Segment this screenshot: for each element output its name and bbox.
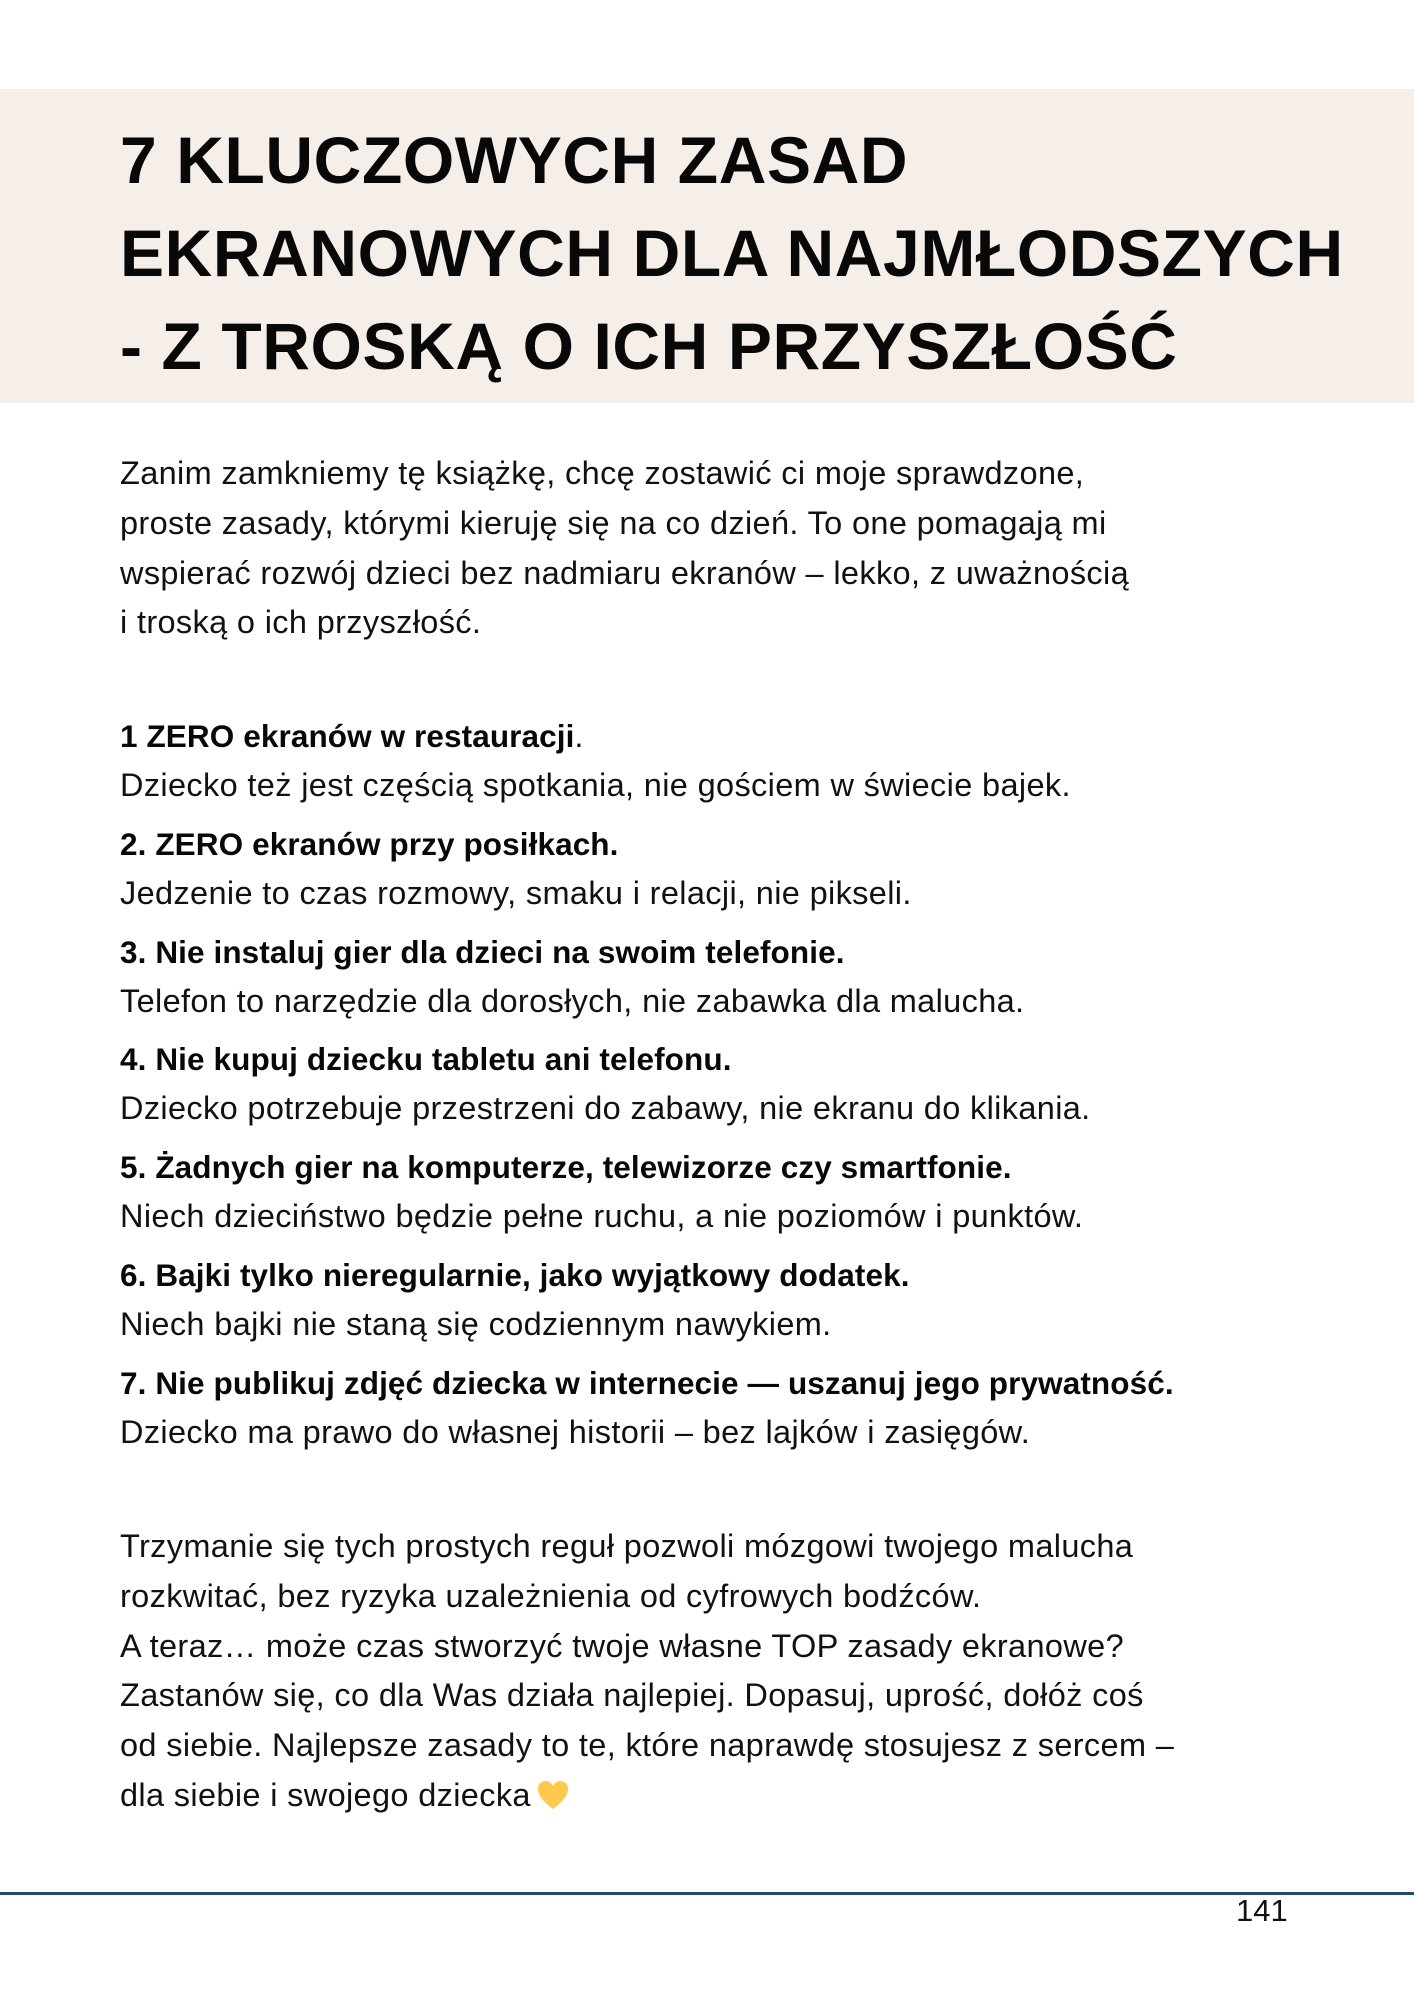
rule-description: Niech dzieciństwo będzie pełne ruchu, a nie poziomów i punktów. — [120, 1198, 1084, 1235]
closing-line-text: dla siebie i swojego dziecka — [120, 1776, 531, 1813]
yellow-heart-icon — [537, 1780, 569, 1810]
rule-heading: 7. Nie publikuj zdjęć dziecka w internecie — uszanuj jego prywatność. — [120, 1364, 1174, 1401]
rule-heading: 2. ZERO ekranów przy posiłkach. — [120, 825, 619, 862]
rule-heading: 6. Bajki tylko nieregularnie, jako wyjątkowy dodatek. — [120, 1256, 910, 1293]
intro-line: proste zasady, którymi kieruję się na co dzień. To one pomagają mi — [120, 504, 1107, 541]
rule-item — [120, 820, 1174, 928]
rule-description: Telefon to narzędzie dla dorosłych, nie zabawka dla malucha. — [120, 982, 1025, 1019]
rule-item — [120, 928, 1174, 1036]
rule-heading-punctuation: . — [574, 718, 584, 754]
rule-item — [120, 1359, 1174, 1467]
rule-item — [120, 1143, 1174, 1251]
title-line: 7 KLUCZOWYCH ZASAD — [120, 123, 909, 197]
rule-description: Jedzenie to czas rozmowy, smaku i relacji, nie pikseli. — [120, 874, 912, 911]
intro-line: Zanim zamkniemy tę książkę, chcę zostawić ci moje sprawdzone, — [120, 455, 1085, 491]
intro-paragraph — [120, 449, 1129, 648]
rule-item — [120, 1035, 1174, 1143]
intro-line: wspierać rozwój dzieci bez nadmiaru ekranów – lekko, z uważnością — [120, 554, 1130, 591]
closing-last-line — [120, 1771, 1174, 1821]
page-title — [120, 114, 1344, 393]
closing-paragraph — [120, 1522, 1174, 1821]
rule-heading-text: 1 ZERO ekranów w restauracji — [120, 718, 575, 754]
rule-heading: 5. Żadnych gier na komputerze, telewizorze czy smartfonie. — [120, 1149, 1012, 1186]
rule-description: Dziecko też jest częścią spotkania, nie gościem w świecie bajek. — [120, 767, 1071, 803]
rule-heading: 3. Nie instaluj gier dla dzieci na swoim telefonie. — [120, 933, 845, 970]
closing-line: rozkwitać, bez ryzyka uzależnienia od cyfrowych bodźców. — [120, 1577, 982, 1614]
rule-heading: 4. Nie kupuj dziecku tabletu ani telefonu. — [120, 1041, 732, 1078]
title-line: EKRANOWYCH DLA NAJMŁODSZYCH — [120, 216, 1344, 290]
closing-line: Zastanów się, co dla Was działa najlepiej. Dopasuj, uprość, dołóż coś — [120, 1677, 1144, 1714]
rule-description: Dziecko potrzebuje przestrzeni do zabawy, nie ekranu do klikania. — [120, 1090, 1091, 1127]
rule-item — [120, 1251, 1174, 1359]
rules-list — [120, 712, 1174, 1467]
intro-line: i troską o ich przyszłość. — [120, 604, 482, 641]
rule-item — [120, 712, 1174, 820]
title-line: - Z TROSKĄ O ICH PRZYSZŁOŚĆ — [120, 309, 1178, 383]
rule-description: Dziecko ma prawo do własnej historii – bez lajków i zasięgów. — [120, 1413, 1031, 1450]
closing-line: A teraz… może czas stworzyć twoje własne TOP zasady ekranowe? — [120, 1627, 1124, 1664]
footer-divider — [0, 1892, 1414, 1895]
closing-line: Trzymanie się tych prostych reguł pozwoli mózgowi twojego malucha — [120, 1528, 1134, 1564]
rule-description: Niech bajki nie staną się codziennym nawykiem. — [120, 1305, 832, 1342]
closing-line: od siebie. Najlepsze zasady to te, które naprawdę stosujesz z sercem – — [120, 1727, 1175, 1764]
page-number: 141 — [1236, 1893, 1288, 1928]
heart-shape — [538, 1781, 568, 1809]
rule-heading — [120, 712, 1174, 761]
